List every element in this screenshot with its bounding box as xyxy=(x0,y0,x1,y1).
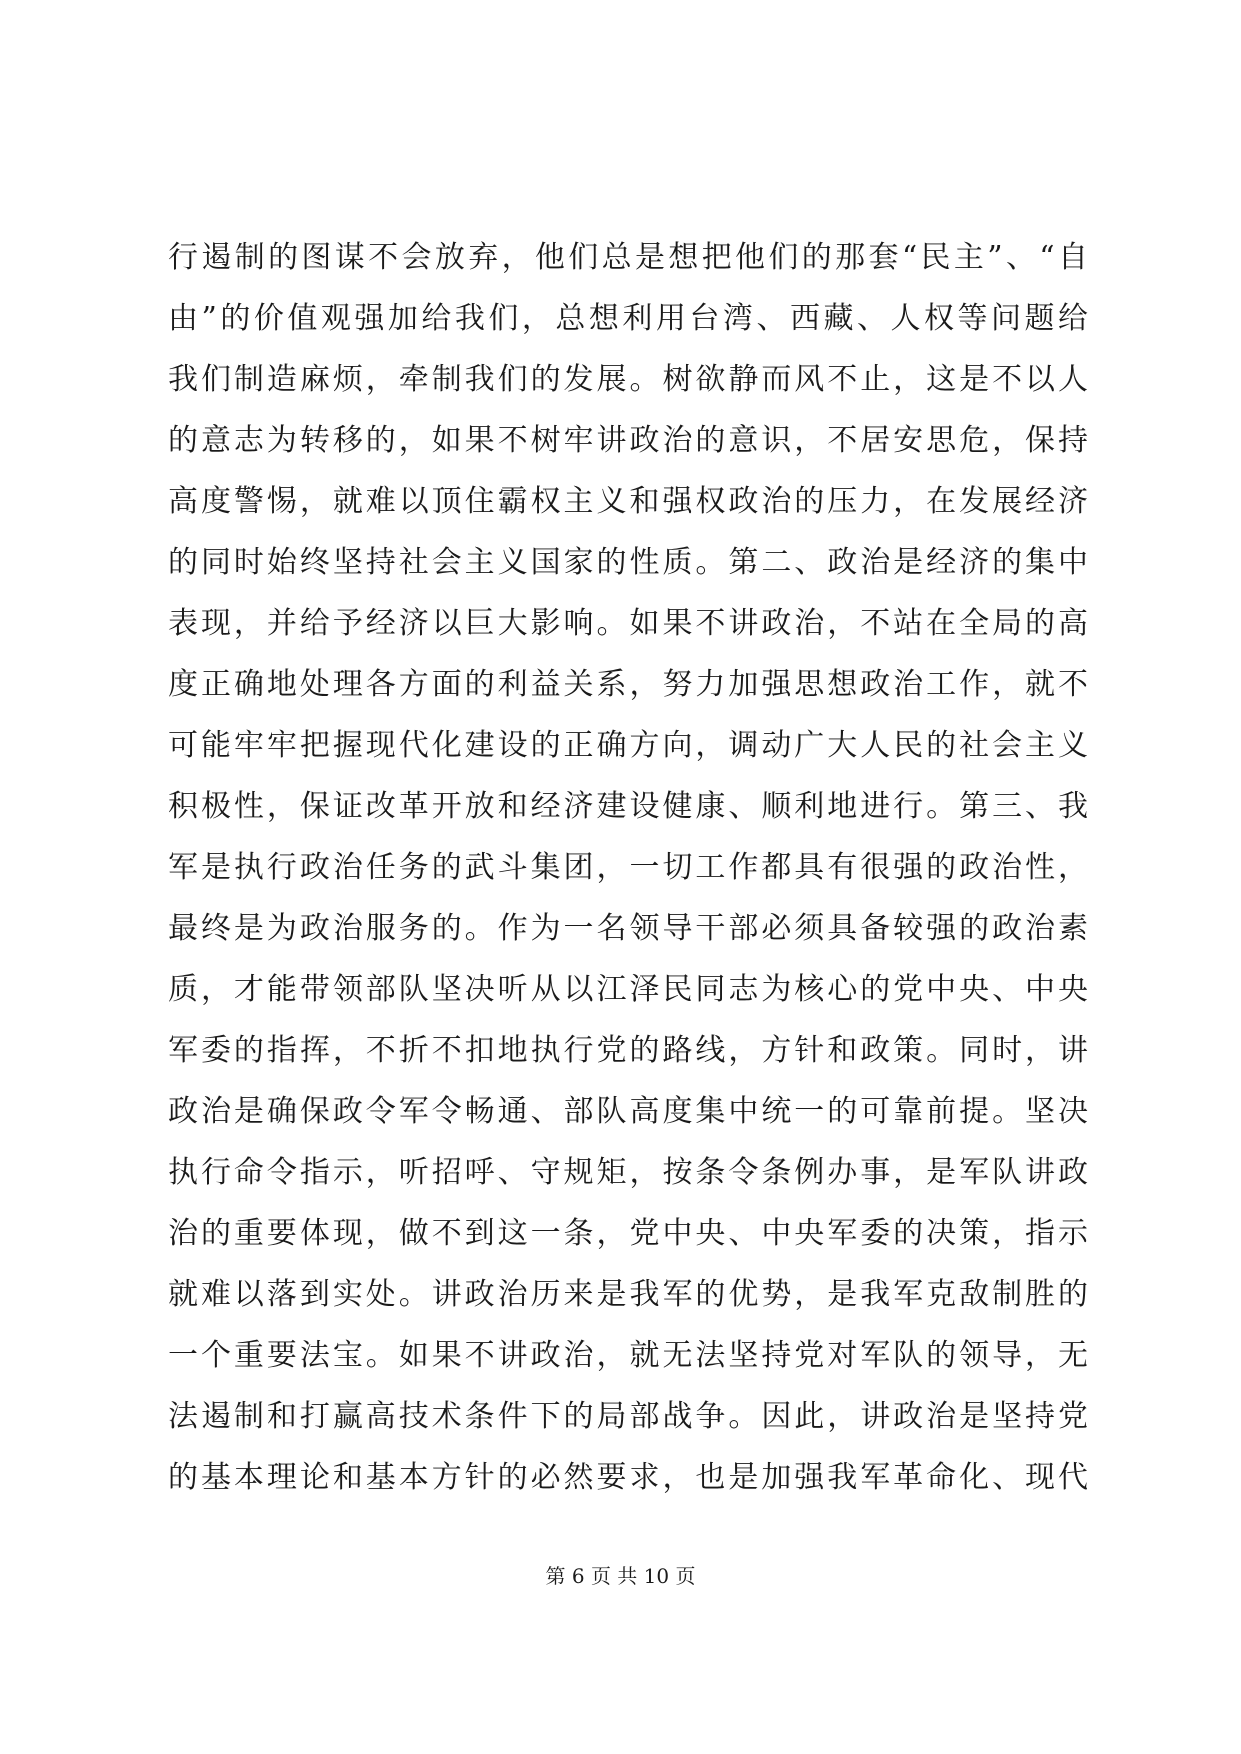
text-line-16: 执行命令指示，听招呼、守规矩，按条令条例办事，是军队讲政 xyxy=(168,1155,1088,1190)
text-line-6: 的同时始终坚持社会主义国家的性质。第二、政治是经济的集中 xyxy=(168,545,1088,580)
text-line-19: 一个重要法宝。如果不讲政治，就无法坚持党对军队的领导，无 xyxy=(168,1338,1088,1373)
text-line-10: 积极性，保证改革开放和经济建设健康、顺利地进行。第三、我 xyxy=(168,789,1088,824)
text-line-21: 的基本理论和基本方针的必然要求，也是加强我军革命化、现代 xyxy=(168,1460,1088,1495)
text-line-11: 军是执行政治任务的武斗集团，一切工作都具有很强的政治性， xyxy=(168,850,1088,885)
text-line-18: 就难以落到实处。讲政治历来是我军的优势，是我军克敌制胜的 xyxy=(168,1277,1088,1312)
text-line-12: 最终是为政治服务的。作为一名领导干部必须具备较强的政治素 xyxy=(168,911,1088,946)
page-number-label: 第 6 页 共 10 页 xyxy=(545,1564,696,1588)
text-line-20: 法遏制和打赢高技术条件下的局部战争。因此，讲政治是坚持党 xyxy=(168,1399,1088,1434)
text-line-2: 由”的价值观强加给我们，总想利用台湾、西藏、人权等问题给 xyxy=(168,301,1088,336)
text-line-8: 度正确地处理各方面的利益关系，努力加强思想政治工作，就不 xyxy=(168,667,1088,702)
text-line-17: 治的重要体现，做不到这一条，党中央、中央军委的决策，指示 xyxy=(168,1216,1088,1251)
page-footer xyxy=(0,1560,1241,1589)
body-text xyxy=(168,227,1088,1508)
text-line-7: 表现，并给予经济以巨大影响。如果不讲政治，不站在全局的高 xyxy=(168,606,1088,641)
text-line-9: 可能牢牢把握现代化建设的正确方向，调动广大人民的社会主义 xyxy=(168,728,1088,763)
text-line-4: 的意志为转移的，如果不树牢讲政治的意识，不居安思危，保持 xyxy=(168,423,1088,458)
text-line-13: 质，才能带领部队坚决听从以江泽民同志为核心的党中央、中央 xyxy=(168,972,1088,1007)
text-line-15: 政治是确保政令军令畅通、部队高度集中统一的可靠前提。坚决 xyxy=(168,1094,1088,1129)
text-line-5: 高度警惕，就难以顶住霸权主义和强权政治的压力，在发展经济 xyxy=(168,484,1088,519)
text-line-14: 军委的指挥，不折不扣地执行党的路线，方针和政策。同时，讲 xyxy=(168,1033,1088,1068)
text-line-3: 我们制造麻烦，牵制我们的发展。树欲静而风不止，这是不以人 xyxy=(168,362,1088,397)
text-line-1: 行遏制的图谋不会放弃，他们总是想把他们的那套“民主”、“自 xyxy=(168,240,1088,275)
